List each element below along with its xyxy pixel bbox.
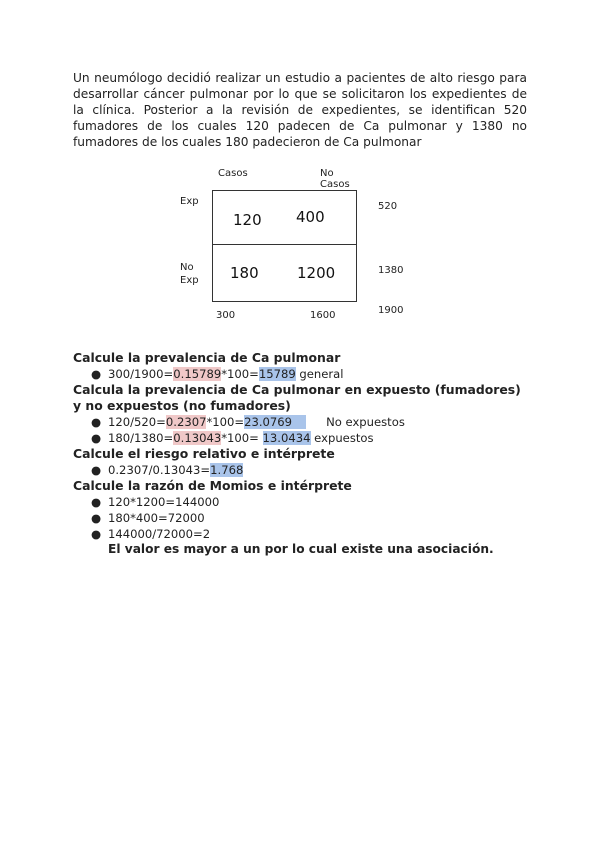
- bullet: ●: [91, 367, 102, 381]
- row-total-1: 520: [378, 201, 398, 212]
- bullet: ●: [91, 495, 102, 509]
- q2-answer-a: ● 120/520=0.2307*100=23.0769 No expuestos: [91, 415, 405, 429]
- q3-answer: ● 0.2307/0.13043=1.768: [91, 463, 244, 477]
- row-label-no-exp: Exp: [180, 275, 199, 286]
- question-1: Calcule la prevalencia de Ca pulmonar: [73, 350, 341, 365]
- bullet: ●: [91, 463, 102, 477]
- cell-c: 180: [230, 264, 259, 282]
- col-total-1: 300: [216, 310, 236, 321]
- row-label-no: No: [180, 262, 194, 273]
- table-border: [212, 190, 357, 302]
- cell-a: 120: [233, 211, 262, 229]
- cell-d: 1200: [297, 264, 336, 282]
- bullet: ●: [91, 527, 102, 541]
- table-divider: [212, 244, 357, 245]
- bullet: ●: [91, 431, 102, 445]
- header-casos: Casos: [218, 168, 248, 179]
- row-label-exp: Exp: [180, 196, 199, 207]
- bullet: ●: [91, 415, 102, 429]
- q1-answer: ● 300/1900=0.15789*100=15789 general: [91, 367, 344, 381]
- intro-paragraph: Un neumólogo decidió realizar un estudio a pacientes de alto riesgo para desarrollar cáncer pulmonar por lo que se solicitaron los expedientes de la clínica. Posterior a la revisión de expedientes, se identifican 520 fumadores de los cuales 120 padecen de Ca pulmonar y 1380 no fumadores de los cuales 180 padecieron de Ca pulmonar: [73, 71, 527, 149]
- row-total-2: 1380: [378, 265, 404, 276]
- q2-answer-b: ● 180/1380=0.13043*100= 13.0434 expuestos: [91, 431, 374, 445]
- header-no-casos: No Casos: [320, 168, 350, 190]
- q4-answer-c: ● 144000/72000=2: [91, 527, 211, 541]
- grand-total: 1900: [378, 305, 404, 316]
- q4-answer-a: ● 120*1200=144000: [91, 495, 220, 509]
- question-3: Calcule el riesgo relativo e intérprete: [73, 446, 335, 461]
- conclusion: El valor es mayor a un por lo cual existe una asociación.: [108, 542, 494, 556]
- col-total-2: 1600: [310, 310, 336, 321]
- bullet: ●: [91, 511, 102, 525]
- q4-answer-b: ● 180*400=72000: [91, 511, 205, 525]
- question-2: Calcula la prevalencia de Ca pulmonar en expuesto (fumadores) y no expuestos (no fumadores): [73, 382, 521, 413]
- cell-b: 400: [296, 208, 325, 226]
- question-4: Calcule la razón de Momios e intérprete: [73, 478, 352, 493]
